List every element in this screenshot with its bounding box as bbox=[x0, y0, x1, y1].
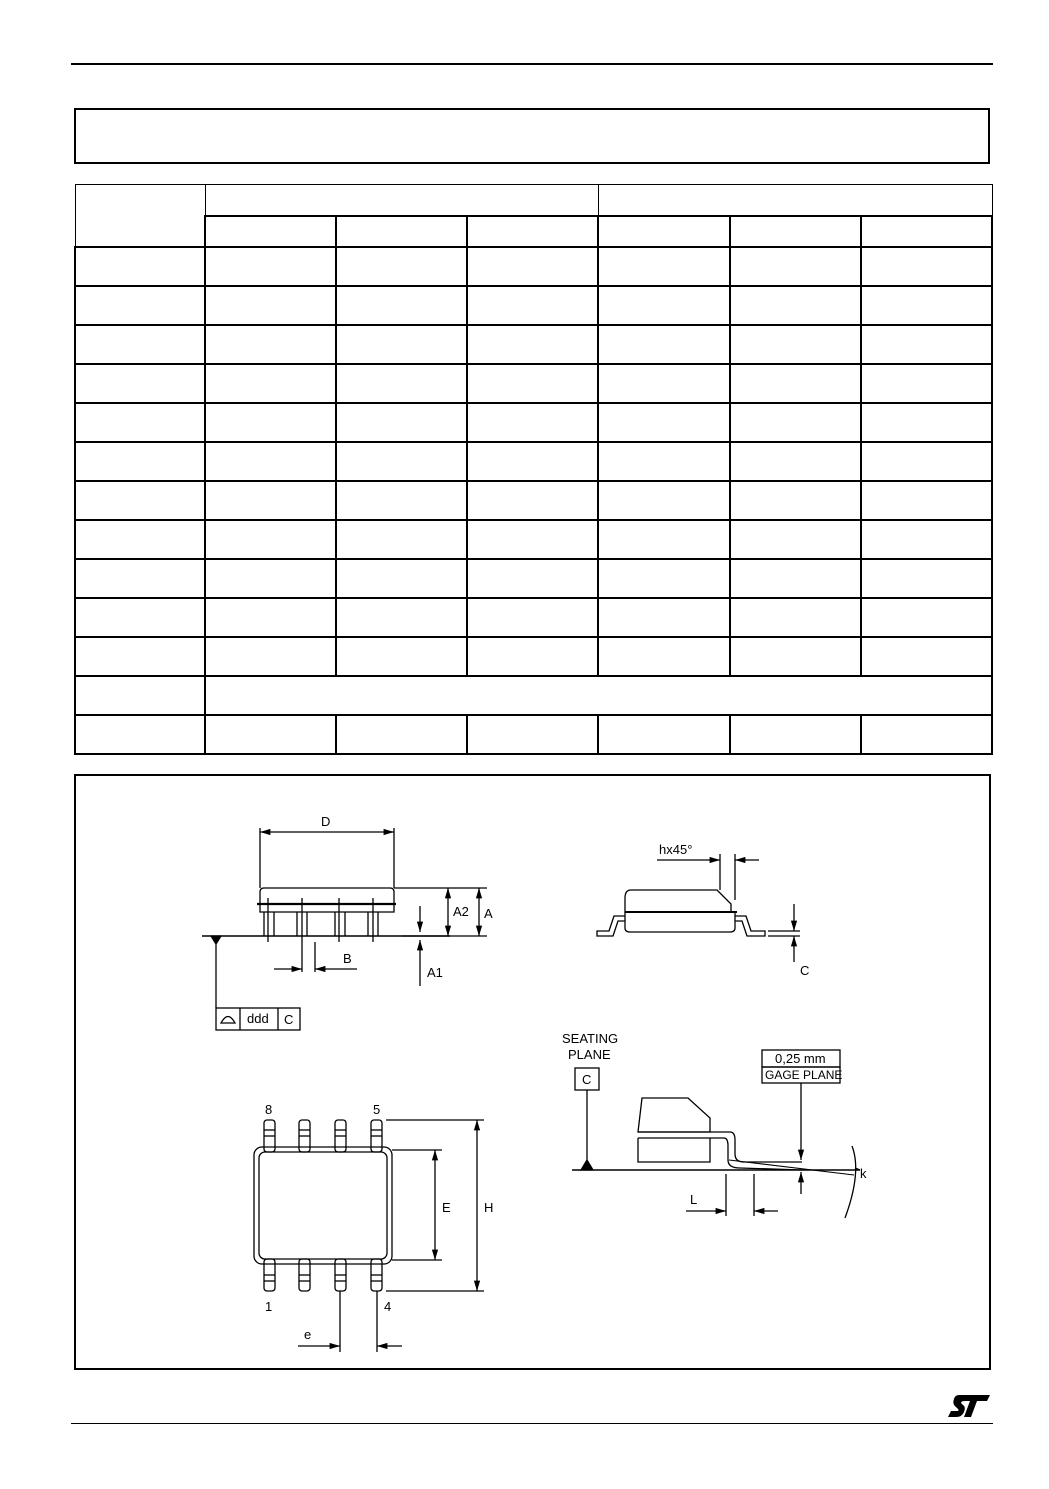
table-header-inch-max bbox=[861, 216, 992, 247]
table-row bbox=[75, 715, 992, 754]
table-row bbox=[75, 442, 992, 481]
table-header-mm bbox=[205, 185, 598, 216]
label-ddd: ddd bbox=[247, 1011, 269, 1026]
table-header-inch-typ bbox=[730, 216, 861, 247]
label-gauge-plane: GAGE PLANE bbox=[765, 1068, 843, 1082]
label-k: k bbox=[860, 1166, 867, 1181]
label-plane: PLANE bbox=[568, 1047, 611, 1062]
table-header-mm-typ bbox=[336, 216, 467, 247]
label-pin-5: 5 bbox=[373, 1102, 381, 1117]
footer-rule bbox=[71, 1423, 993, 1424]
table-row bbox=[75, 364, 992, 403]
table-row bbox=[75, 637, 992, 676]
label-datum-ref-C: C bbox=[284, 1012, 294, 1027]
header-rule bbox=[71, 63, 993, 65]
label-pin-4: 4 bbox=[384, 1299, 392, 1314]
table-row-merged bbox=[75, 676, 992, 715]
label-L: L bbox=[690, 1192, 698, 1207]
label-H: H bbox=[484, 1200, 494, 1215]
table-row bbox=[75, 559, 992, 598]
dimensions-table bbox=[74, 184, 993, 755]
label-gauge-value: 0,25 mm bbox=[775, 1051, 826, 1066]
label-B: B bbox=[343, 951, 352, 966]
package-outline-drawing bbox=[74, 774, 991, 1370]
table-row bbox=[75, 520, 992, 559]
table-header-mm-min bbox=[205, 216, 336, 247]
package-title-box bbox=[74, 108, 990, 164]
label-C: C bbox=[800, 963, 810, 978]
label-A2: A2 bbox=[453, 904, 469, 919]
table-row bbox=[75, 247, 992, 286]
package-outline-svg bbox=[76, 776, 989, 1368]
label-pin-1: 1 bbox=[265, 1299, 273, 1314]
label-datum-C: C bbox=[582, 1072, 592, 1087]
label-A1: A1 bbox=[427, 965, 443, 980]
label-pin-8: 8 bbox=[265, 1102, 273, 1117]
label-seating: SEATING bbox=[562, 1031, 619, 1046]
table-row bbox=[75, 481, 992, 520]
table-row bbox=[75, 598, 992, 637]
label-A: A bbox=[484, 906, 493, 921]
table-row bbox=[75, 286, 992, 325]
label-e: e bbox=[304, 1327, 312, 1342]
table-header-inch-min bbox=[598, 216, 730, 247]
table-header-inch bbox=[598, 185, 992, 216]
label-D: D bbox=[321, 814, 331, 829]
st-logo bbox=[946, 1393, 992, 1419]
table-header-mm-max bbox=[467, 216, 598, 247]
end-view bbox=[597, 854, 800, 962]
table-row bbox=[75, 325, 992, 364]
table-header-dim bbox=[75, 185, 205, 247]
label-chamfer: hx45° bbox=[659, 842, 693, 857]
label-E: E bbox=[442, 1200, 451, 1215]
side-view bbox=[202, 828, 487, 1030]
table-row bbox=[75, 403, 992, 442]
top-view bbox=[254, 1120, 484, 1352]
